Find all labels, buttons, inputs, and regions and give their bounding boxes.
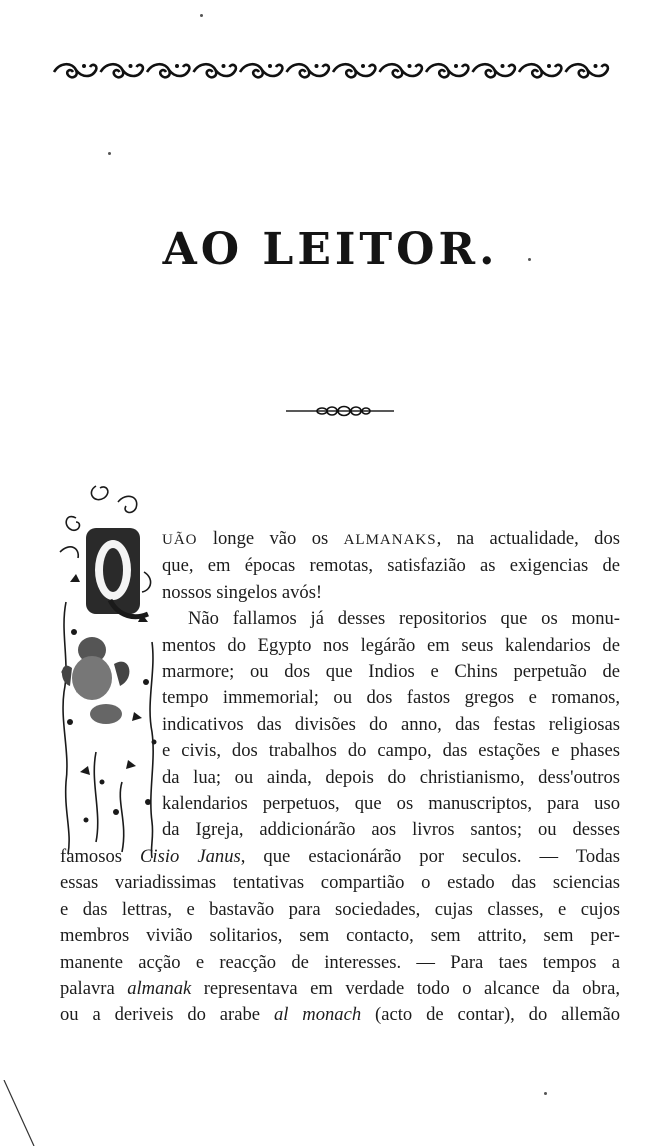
speck [544,1092,547,1095]
text-line [60,1002,620,1028]
text-run: tempo immemorial; ou dos fastos gregos e romanos, [162,687,620,709]
text-run: ALMANAKS [343,532,437,548]
text-run: representava em verdade todo o alcance da obra, [191,977,620,999]
page-edge-mark [0,1080,40,1146]
text-run: , na actualidade, dos [436,528,620,549]
text-run: que, em épocas remotas, satisfazião as exigencias de [162,555,620,577]
text-line [60,817,620,843]
text-line [60,923,620,949]
italic-word: al monach [273,1004,362,1026]
text-line [60,712,620,738]
text-line [60,765,620,791]
text-line [60,526,620,553]
text-line [60,606,620,632]
text-run: indicativos das divisões do anno, das festas religiosas [162,713,620,735]
speck [200,14,203,17]
text-run: manente acção e reacção de interesses. — Para taes tempos a [60,951,620,973]
text-run: nossos singelos avós! [162,581,323,603]
text-run: palavra [60,977,128,999]
speck [108,152,111,155]
top-ornament-band [52,58,612,84]
body-text [60,526,620,1029]
text-run: Não fallamos já desses repositorios que os monu- [188,608,620,630]
text-run: kalendarios perpetuos, que os manuscriptos, para uso [162,793,620,815]
italic-word: Cisio Janus [140,845,241,867]
text-line [60,844,620,870]
text-run: da lua; ou ainda, depois do christianismo, dess'outros [162,766,620,788]
text-run: , que estacionárão por seculos. — Todas [240,845,621,867]
text-line [60,897,620,923]
text-line [60,976,620,1002]
speck [528,258,531,261]
text-run: marmore; ou dos que Indios e Chins perpetuão de [162,661,620,683]
ornament-dash [286,403,394,419]
text-line [60,659,620,685]
page-title: AO LEITOR. [162,224,499,275]
text-run: ou a deriveis do arabe [60,1004,274,1026]
text-run: (acto de contar), do allemão [361,1004,620,1026]
text-line [60,580,620,606]
text-run: membros vivião solitarios, sem contacto, sem attrito, sem per- [60,925,620,947]
italic-word: almanak [127,977,192,999]
text-run: mentos do Egypto nos legárão em seus kalendarios de [162,634,620,656]
text-line [60,553,620,579]
text-run: da Igreja, addicionárão aos livros santos; ou desses [162,819,620,841]
text-line [60,685,620,711]
text-line [60,738,620,764]
text-line [60,950,620,976]
text-run: famosos [60,845,141,867]
text-run: essas variadissimas tentativas compartião o estado das sciencias [60,872,620,894]
text-run: e civis, dos trabalhos do campo, das estações e phases [162,740,620,762]
text-run: UÃO [162,532,198,548]
text-run: e das lettras, e bastavão para sociedades, cujas classes, e cujos [60,898,620,920]
text-run: longe vão os [197,528,344,549]
text-line [60,791,620,817]
text-line [60,870,620,896]
text-line [60,633,620,659]
